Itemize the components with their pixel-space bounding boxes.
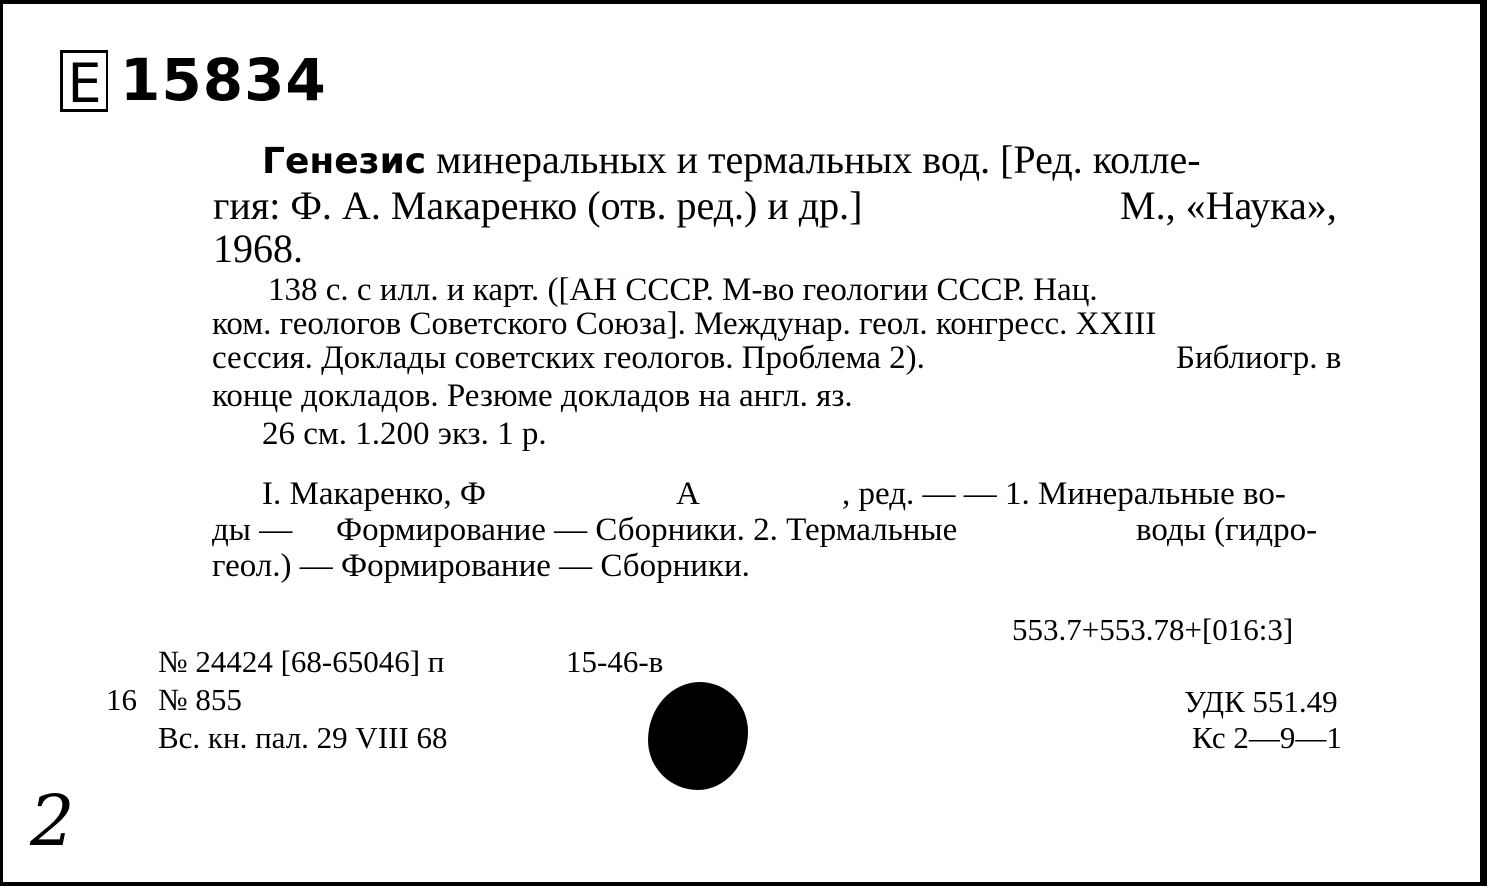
subjects-line-3: геол.) — Формирование — Сборники.: [212, 548, 750, 584]
subjects-line-1-b: А: [676, 476, 700, 512]
title-line-1-rest: минеральных и термальных вод. [Ред. колле-: [436, 137, 1201, 182]
description-line-4: конце докладов. Резюме докладов на англ. яз.: [212, 378, 853, 414]
card-border-right: [1480, 0, 1487, 886]
subjects-line-1-c: , ред. — — 1. Минеральные во-: [842, 476, 1286, 512]
registry-line-1-b: 15-46-в: [566, 644, 664, 679]
title-line-1: [262, 136, 1201, 183]
udk-code: УДК 551.49: [1184, 684, 1338, 719]
subjects-line-2-a: ды —: [212, 512, 293, 548]
subjects-line-2-b: Формирование — Сборники. 2. Термальные: [336, 512, 958, 548]
title-keyword: Генезис: [262, 141, 427, 182]
card-border-left: [0, 0, 3, 886]
handwritten-note: 2: [30, 780, 75, 862]
registry-prefix: 16: [106, 682, 137, 717]
card-border-bottom: [0, 882, 1487, 886]
subjects-line-1-a: I. Макаренко, Ф: [262, 476, 486, 512]
description-line-1: 138 с. с илл. и карт. ([АН СССР. М-во геологии СССР. Нац.: [268, 272, 1098, 308]
title-line-2-right: М., «Наука»,: [1120, 183, 1337, 228]
description-line-3-right: Библиогр. в: [1176, 340, 1342, 376]
title-line-3: 1968.: [213, 226, 303, 271]
kc-code: Кс 2—9—1: [1192, 720, 1342, 755]
subjects-line-2-c: воды (гидро-: [1136, 512, 1318, 548]
registry-line-2: № 855: [158, 682, 242, 717]
description-line-3-left: сессия. Доклады советских геологов. Проблема 2).: [212, 340, 925, 376]
title-line-2-left: гия: Ф. А. Макаренко (отв. ред.) и др.]: [213, 183, 863, 228]
registry-line-3: Вс. кн. пал. 29 VIII 68: [158, 720, 448, 755]
description-line-2: ком. геологов Советского Союза]. Междунар. геол. конгресс. XXIII: [212, 306, 1157, 342]
registry-line-1-a: № 24424 [68-65046] п: [158, 644, 445, 679]
shelf-letter-stamp: Е: [60, 50, 108, 112]
punch-hole: [648, 682, 748, 790]
call-number: 15834: [120, 46, 327, 114]
description-line-5: 26 см. 1.200 экз. 1 р.: [262, 416, 547, 452]
classification-main: 553.7+553.78+[016:3]: [1012, 612, 1294, 647]
card-border-top: [0, 0, 1487, 4]
